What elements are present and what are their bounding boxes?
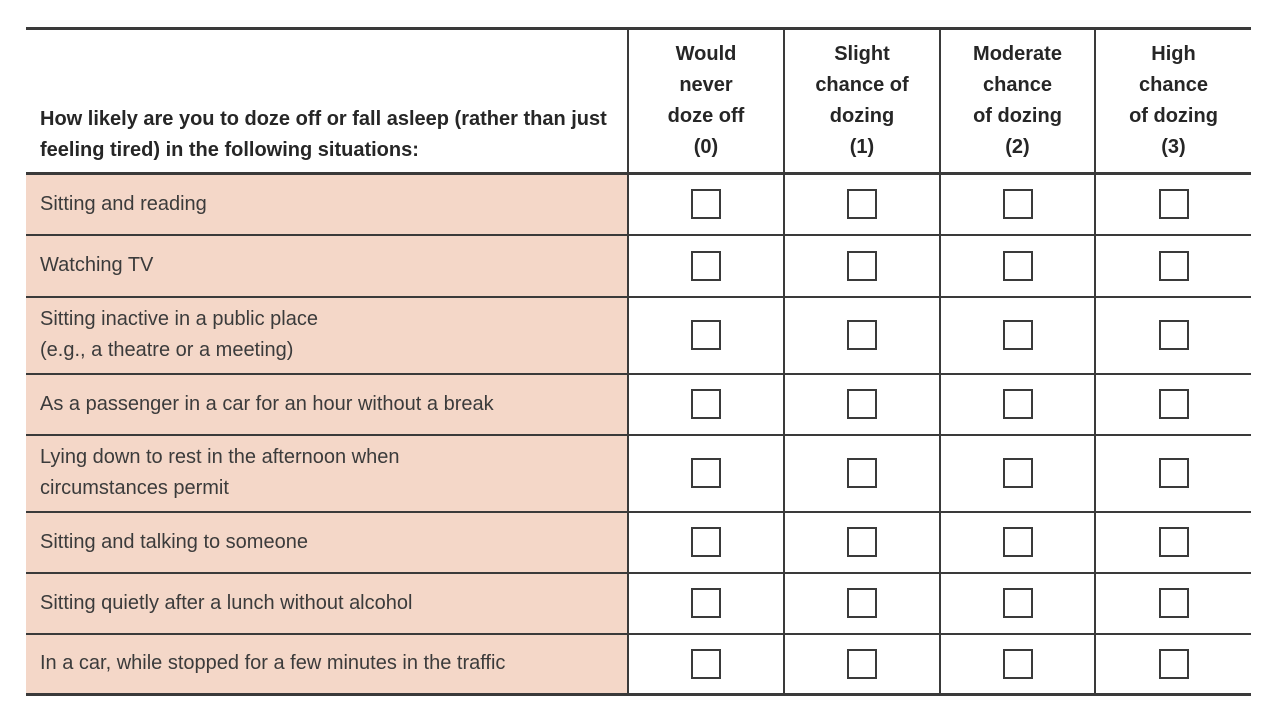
option-cell — [1095, 374, 1251, 435]
table-row — [26, 174, 1251, 235]
column-header-line: High — [1151, 43, 1196, 65]
column-header-never — [628, 29, 784, 174]
option-cell — [628, 374, 784, 435]
score-3-checkbox[interactable] — [1159, 458, 1189, 488]
score-0-checkbox[interactable] — [691, 458, 721, 488]
column-header-line: Would — [675, 43, 737, 65]
option-cell — [940, 435, 1095, 512]
column-header-line: (0) — [693, 136, 719, 158]
option-cell — [1095, 297, 1251, 374]
option-cell — [1095, 573, 1251, 634]
score-1-checkbox[interactable] — [847, 527, 877, 557]
option-cell — [784, 573, 940, 634]
situation-label — [26, 435, 628, 512]
score-2-checkbox[interactable] — [1003, 458, 1033, 488]
option-cell — [784, 435, 940, 512]
sleepiness-questionnaire-table — [26, 27, 1251, 696]
score-1-checkbox[interactable] — [847, 189, 877, 219]
score-0-checkbox[interactable] — [691, 649, 721, 679]
option-cell — [1095, 235, 1251, 297]
situation-label — [26, 512, 628, 573]
column-header-line: chance of — [815, 74, 909, 96]
column-header-line: doze off — [667, 105, 745, 127]
column-header-slight — [784, 29, 940, 174]
column-header-line: Moderate — [973, 43, 1062, 65]
option-cell — [940, 174, 1095, 235]
option-cell — [1095, 512, 1251, 573]
option-cell — [784, 297, 940, 374]
score-3-checkbox[interactable] — [1159, 189, 1189, 219]
column-header-line: chance — [983, 74, 1052, 96]
score-3-checkbox[interactable] — [1159, 588, 1189, 618]
option-cell — [940, 634, 1095, 695]
situation-line: As a passenger in a car for an hour without a break — [40, 392, 494, 415]
option-cell — [628, 634, 784, 695]
column-header-high — [1095, 29, 1251, 174]
column-header-line: (1) — [849, 136, 875, 158]
column-header-line: chance — [1139, 74, 1208, 96]
option-cell — [628, 512, 784, 573]
score-1-checkbox[interactable] — [847, 649, 877, 679]
question-line: than just feeling tired) in the following situations: — [40, 108, 607, 161]
option-cell — [784, 374, 940, 435]
situation-line: In a car, while stopped for a few minutes in the traffic — [40, 652, 506, 675]
option-cell — [1095, 435, 1251, 512]
option-cell — [940, 235, 1095, 297]
situation-label — [26, 634, 628, 695]
situation-line: Sitting and reading — [40, 192, 207, 215]
option-cell — [940, 374, 1095, 435]
question-header — [26, 29, 628, 174]
option-cell — [940, 573, 1095, 634]
situation-line: circumstances permit — [40, 477, 229, 499]
situation-label — [26, 374, 628, 435]
option-cell — [784, 174, 940, 235]
column-header-line: (2) — [1005, 136, 1030, 158]
table-row — [26, 235, 1251, 297]
situation-line: Lying down to rest in the afternoon when — [40, 446, 400, 468]
score-2-checkbox[interactable] — [1003, 189, 1033, 219]
score-1-checkbox[interactable] — [847, 458, 877, 488]
header-row — [26, 29, 1251, 174]
score-1-checkbox[interactable] — [847, 320, 877, 350]
score-2-checkbox[interactable] — [1003, 649, 1033, 679]
score-0-checkbox[interactable] — [691, 527, 721, 557]
situation-label — [26, 573, 628, 634]
table-row — [26, 573, 1251, 634]
score-0-checkbox[interactable] — [691, 588, 721, 618]
option-cell — [1095, 634, 1251, 695]
score-3-checkbox[interactable] — [1159, 527, 1189, 557]
option-cell — [784, 512, 940, 573]
situation-line: Sitting quietly after a lunch without alcohol — [40, 591, 413, 614]
option-cell — [784, 235, 940, 297]
table-row — [26, 297, 1251, 374]
score-2-checkbox[interactable] — [1003, 588, 1033, 618]
score-1-checkbox[interactable] — [847, 389, 877, 419]
situation-label — [26, 174, 628, 235]
score-3-checkbox[interactable] — [1159, 649, 1189, 679]
table-row — [26, 374, 1251, 435]
situation-line: Sitting inactive in a public place — [40, 308, 318, 330]
option-cell — [940, 297, 1095, 374]
option-cell — [628, 297, 784, 374]
table-row — [26, 435, 1251, 512]
column-header-line: of dozing — [973, 105, 1062, 127]
score-1-checkbox[interactable] — [847, 251, 877, 281]
column-header-line: Slight — [834, 43, 890, 65]
column-header-line: never — [679, 74, 733, 96]
score-2-checkbox[interactable] — [1003, 320, 1033, 350]
score-3-checkbox[interactable] — [1159, 389, 1189, 419]
score-1-checkbox[interactable] — [847, 588, 877, 618]
option-cell — [784, 634, 940, 695]
situation-label — [26, 297, 628, 374]
option-cell — [1095, 174, 1251, 235]
score-3-checkbox[interactable] — [1159, 320, 1189, 350]
situation-line: Sitting and talking to someone — [40, 530, 308, 553]
option-cell — [628, 435, 784, 512]
table-row — [26, 634, 1251, 695]
question-line: How likely are you to doze off or fall asleep (rather — [40, 108, 518, 130]
situation-line: (e.g., a theatre or a meeting) — [40, 339, 294, 361]
option-cell — [628, 235, 784, 297]
column-header-line: (3) — [1161, 136, 1186, 158]
option-cell — [940, 512, 1095, 573]
score-0-checkbox[interactable] — [691, 320, 721, 350]
option-cell — [628, 573, 784, 634]
score-2-checkbox[interactable] — [1003, 389, 1033, 419]
column-header-moderate — [940, 29, 1095, 174]
score-0-checkbox[interactable] — [691, 251, 721, 281]
situation-label — [26, 235, 628, 297]
column-header-line: dozing — [829, 105, 895, 127]
score-0-checkbox[interactable] — [691, 189, 721, 219]
score-0-checkbox[interactable] — [691, 389, 721, 419]
score-2-checkbox[interactable] — [1003, 251, 1033, 281]
column-header-line: of dozing — [1129, 105, 1218, 127]
score-3-checkbox[interactable] — [1159, 251, 1189, 281]
score-2-checkbox[interactable] — [1003, 527, 1033, 557]
table-row — [26, 512, 1251, 573]
option-cell — [628, 174, 784, 235]
situation-line: Watching TV — [40, 254, 154, 276]
